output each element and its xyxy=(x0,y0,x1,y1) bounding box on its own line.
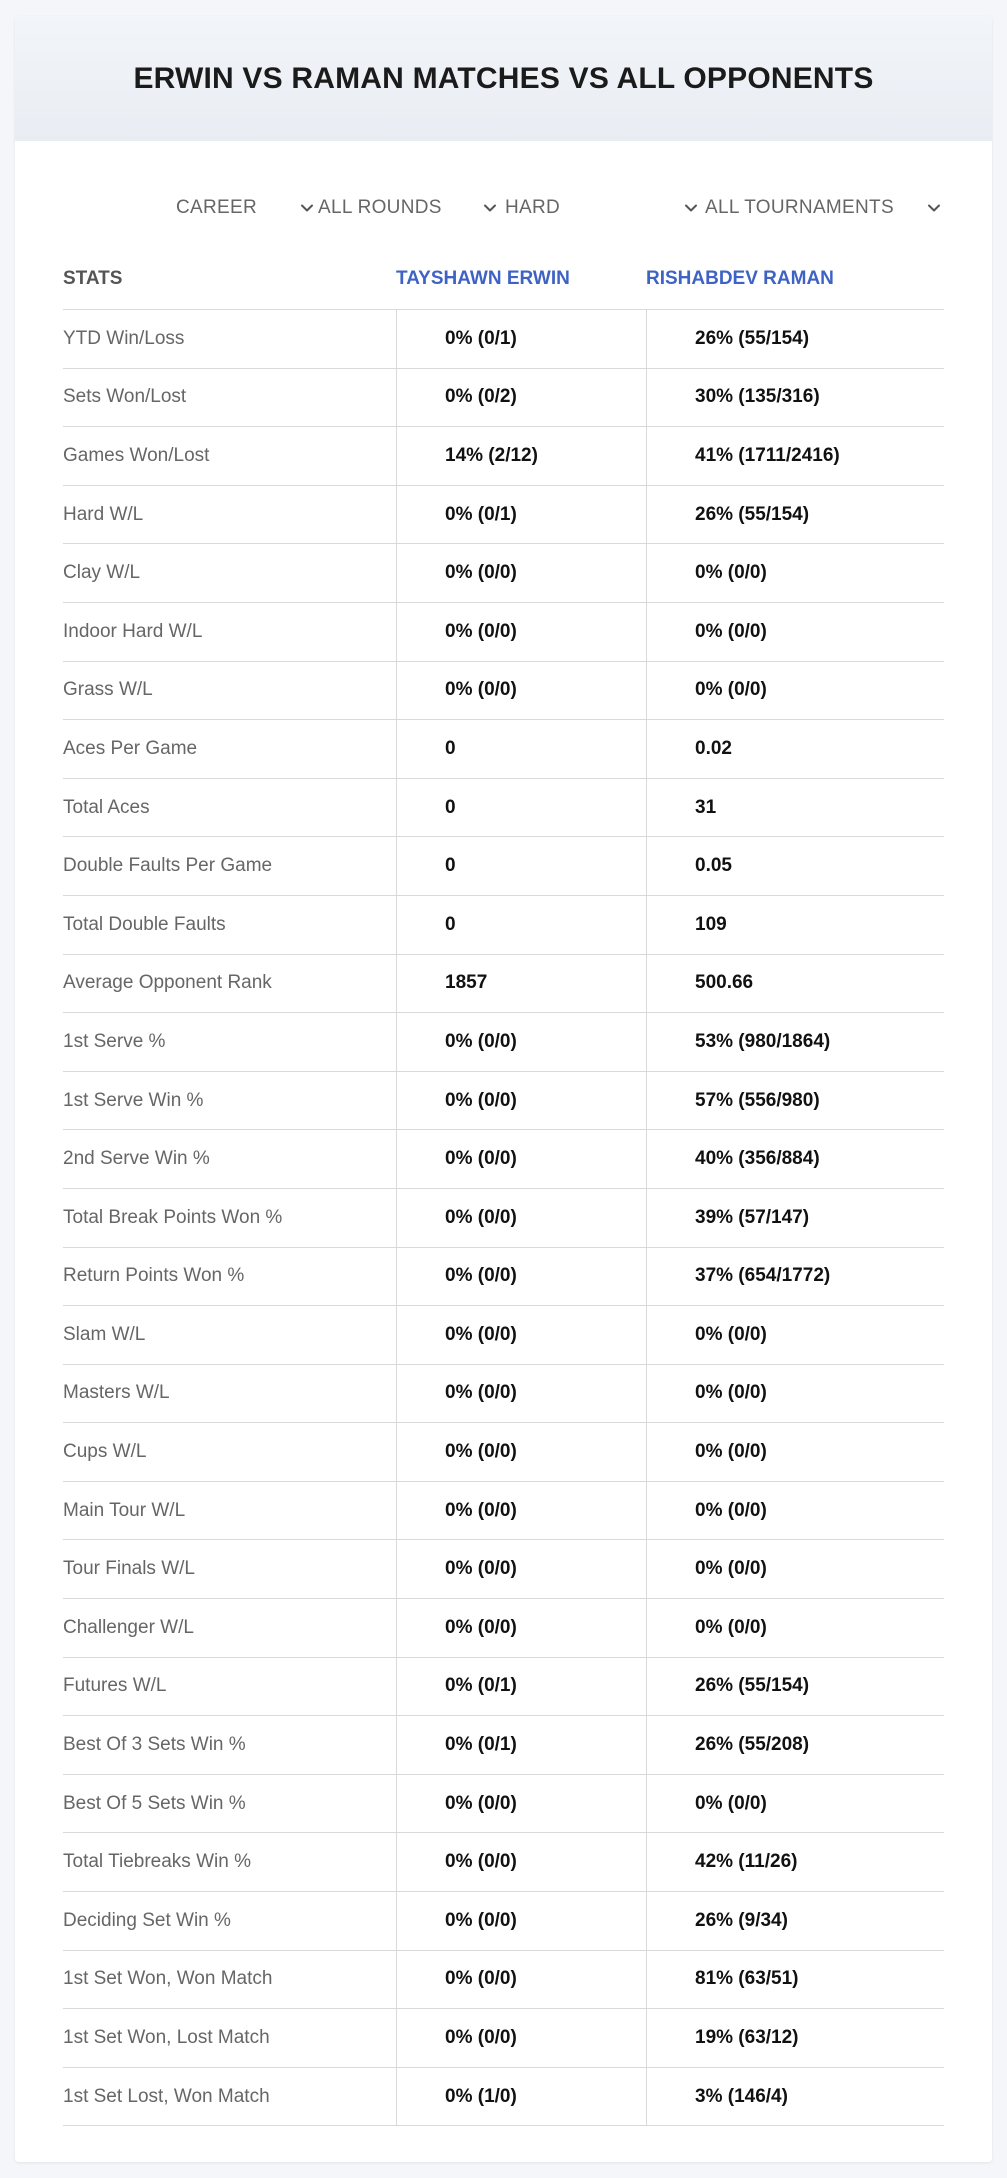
player1-value: 0% (0/0) xyxy=(396,544,646,602)
player1-value: 0% (0/0) xyxy=(396,1248,646,1306)
table-row xyxy=(63,1599,944,1658)
table-header xyxy=(63,248,944,310)
stat-label: 1st Serve % xyxy=(63,1030,166,1052)
player2-value: 0.05 xyxy=(646,837,944,895)
player2-value: 0% (0/0) xyxy=(646,544,944,602)
table-row xyxy=(63,1072,944,1131)
player2-value: 0% (0/0) xyxy=(646,1423,944,1481)
table-row xyxy=(63,544,944,603)
chevron-down-icon xyxy=(481,199,499,217)
player2-value: 0% (0/0) xyxy=(646,1775,944,1833)
filter-tournament-value: ALL TOURNAMENTS xyxy=(705,197,894,218)
stat-label: Masters W/L xyxy=(63,1382,170,1404)
stat-label: Total Aces xyxy=(63,796,150,818)
player1-value: 0% (0/0) xyxy=(396,1365,646,1423)
stat-label: Clay W/L xyxy=(63,562,141,584)
player1-value: 0% (0/0) xyxy=(396,603,646,661)
player1-value: 0 xyxy=(396,779,646,837)
player2-value: 39% (57/147) xyxy=(646,1189,944,1247)
stat-label: Best Of 5 Sets Win % xyxy=(63,1792,246,1814)
player2-value: 26% (55/154) xyxy=(646,486,944,544)
player1-value: 0% (0/2) xyxy=(396,369,646,427)
table-row xyxy=(63,1482,944,1541)
table-row xyxy=(63,896,944,955)
player1-value: 0 xyxy=(396,837,646,895)
stat-label: Games Won/Lost xyxy=(63,444,210,466)
player1-value: 0% (0/0) xyxy=(396,1013,646,1071)
stat-label: Deciding Set Win % xyxy=(63,1909,231,1931)
stat-label: Sets Won/Lost xyxy=(63,386,187,408)
player2-value: 0% (0/0) xyxy=(646,603,944,661)
player1-value: 0% (0/1) xyxy=(396,310,646,368)
table-row xyxy=(63,486,944,545)
table-row xyxy=(63,1658,944,1717)
stat-label: Best Of 3 Sets Win % xyxy=(63,1734,246,1756)
column-header-stats: STATS xyxy=(63,267,123,289)
player1-value: 0% (0/0) xyxy=(396,1540,646,1598)
filter-tournament-select[interactable] xyxy=(705,188,943,228)
chevron-down-icon xyxy=(298,199,316,217)
chevron-down-icon xyxy=(682,199,700,217)
player2-value: 0% (0/0) xyxy=(646,1482,944,1540)
stat-label: Slam W/L xyxy=(63,1323,146,1345)
table-body xyxy=(63,310,944,2126)
table-row xyxy=(63,1248,944,1307)
player2-value: 0% (0/0) xyxy=(646,1599,944,1657)
player2-value: 37% (654/1772) xyxy=(646,1248,944,1306)
player1-value: 14% (2/12) xyxy=(396,427,646,485)
stats-table xyxy=(63,248,944,2126)
card-header xyxy=(15,16,992,141)
player1-value: 0% (1/0) xyxy=(396,2068,646,2126)
player2-value: 57% (556/980) xyxy=(646,1072,944,1130)
player1-value: 1857 xyxy=(396,955,646,1013)
player2-value: 0% (0/0) xyxy=(646,1365,944,1423)
stat-label: Challenger W/L xyxy=(63,1616,194,1638)
table-row xyxy=(63,1306,944,1365)
stat-label: Cups W/L xyxy=(63,1441,147,1463)
player1-value: 0% (0/0) xyxy=(396,1130,646,1188)
player1-value: 0% (0/0) xyxy=(396,1775,646,1833)
filter-round-value: ALL ROUNDS xyxy=(318,197,442,218)
player1-value: 0% (0/1) xyxy=(396,1716,646,1774)
column-header-player2[interactable]: RISHABDEV RAMAN xyxy=(646,267,834,289)
player2-value: 81% (63/51) xyxy=(646,1951,944,2009)
player1-value: 0% (0/0) xyxy=(396,662,646,720)
chevron-down-icon xyxy=(925,199,943,217)
player2-value: 0% (0/0) xyxy=(646,662,944,720)
table-row xyxy=(63,369,944,428)
stat-label: 1st Set Won, Lost Match xyxy=(63,2027,270,2049)
table-row xyxy=(63,1951,944,2010)
filter-bar xyxy=(15,188,992,228)
table-row xyxy=(63,2009,944,2068)
player2-value: 500.66 xyxy=(646,955,944,1013)
stat-label: Total Tiebreaks Win % xyxy=(63,1851,251,1873)
table-row xyxy=(63,310,944,369)
player2-value: 40% (356/884) xyxy=(646,1130,944,1188)
player2-value: 0.02 xyxy=(646,720,944,778)
table-row xyxy=(63,2068,944,2127)
column-header-player1[interactable]: TAYSHAWN ERWIN xyxy=(396,267,570,289)
player1-value: 0% (0/0) xyxy=(396,1072,646,1130)
filter-surface-value: HARD xyxy=(505,197,561,218)
table-row xyxy=(63,1423,944,1482)
table-row xyxy=(63,1775,944,1834)
table-row xyxy=(63,1892,944,1951)
table-row xyxy=(63,1013,944,1072)
stat-label: YTD Win/Loss xyxy=(63,327,185,349)
player2-value: 41% (1711/2416) xyxy=(646,427,944,485)
player2-value: 0% (0/0) xyxy=(646,1306,944,1364)
stat-label: Tour Finals W/L xyxy=(63,1558,195,1580)
table-row xyxy=(63,1833,944,1892)
player2-value: 53% (980/1864) xyxy=(646,1013,944,1071)
player1-value: 0% (0/1) xyxy=(396,1658,646,1716)
player1-value: 0% (0/0) xyxy=(396,1306,646,1364)
page-title: ERWIN VS RAMAN MATCHES VS ALL OPPONENTS xyxy=(133,61,874,95)
stat-label: Total Double Faults xyxy=(63,913,226,935)
stat-label: Average Opponent Rank xyxy=(63,972,272,994)
table-row xyxy=(63,1365,944,1424)
filter-period-value: CAREER xyxy=(176,197,257,218)
player2-value: 19% (63/12) xyxy=(646,2009,944,2067)
player2-value: 42% (11/26) xyxy=(646,1833,944,1891)
table-row xyxy=(63,1716,944,1775)
player1-value: 0 xyxy=(396,720,646,778)
stat-label: 1st Serve Win % xyxy=(63,1089,204,1111)
player1-value: 0 xyxy=(396,896,646,954)
player1-value: 0% (0/0) xyxy=(396,1423,646,1481)
stat-label: Aces Per Game xyxy=(63,737,198,759)
player1-value: 0% (0/0) xyxy=(396,2009,646,2067)
player1-value: 0% (0/0) xyxy=(396,1482,646,1540)
player1-value: 0% (0/0) xyxy=(396,1189,646,1247)
player2-value: 26% (55/154) xyxy=(646,1658,944,1716)
stats-card xyxy=(15,16,992,2162)
stat-label: Total Break Points Won % xyxy=(63,1206,283,1228)
stat-label: Return Points Won % xyxy=(63,1265,245,1287)
table-row xyxy=(63,427,944,486)
player2-value: 26% (55/208) xyxy=(646,1716,944,1774)
stat-label: Main Tour W/L xyxy=(63,1499,186,1521)
stat-label: Futures W/L xyxy=(63,1675,167,1697)
table-row xyxy=(63,779,944,838)
table-row xyxy=(63,662,944,721)
table-row xyxy=(63,955,944,1014)
player1-value: 0% (0/0) xyxy=(396,1951,646,2009)
player2-value: 26% (9/34) xyxy=(646,1892,944,1950)
player1-value: 0% (0/0) xyxy=(396,1892,646,1950)
player2-value: 0% (0/0) xyxy=(646,1540,944,1598)
filter-round-select[interactable] xyxy=(318,188,499,228)
player2-value: 3% (146/4) xyxy=(646,2068,944,2126)
table-row xyxy=(63,720,944,779)
player2-value: 109 xyxy=(646,896,944,954)
table-row xyxy=(63,1540,944,1599)
player2-value: 30% (135/316) xyxy=(646,369,944,427)
player1-value: 0% (0/0) xyxy=(396,1833,646,1891)
stat-label: 1st Set Won, Won Match xyxy=(63,1968,273,1990)
filter-surface-select[interactable] xyxy=(505,188,700,228)
player2-value: 31 xyxy=(646,779,944,837)
player1-value: 0% (0/1) xyxy=(396,486,646,544)
table-row xyxy=(63,1189,944,1248)
stat-label: Grass W/L xyxy=(63,679,153,701)
stat-label: Indoor Hard W/L xyxy=(63,620,203,642)
table-row xyxy=(63,1130,944,1189)
stat-label: 2nd Serve Win % xyxy=(63,1148,210,1170)
stat-label: Hard W/L xyxy=(63,503,144,525)
player1-value: 0% (0/0) xyxy=(396,1599,646,1657)
table-row xyxy=(63,837,944,896)
stat-label: Double Faults Per Game xyxy=(63,855,273,877)
filter-period-select[interactable] xyxy=(176,188,316,228)
table-row xyxy=(63,603,944,662)
stat-label: 1st Set Lost, Won Match xyxy=(63,2085,270,2107)
player2-value: 26% (55/154) xyxy=(646,310,944,368)
